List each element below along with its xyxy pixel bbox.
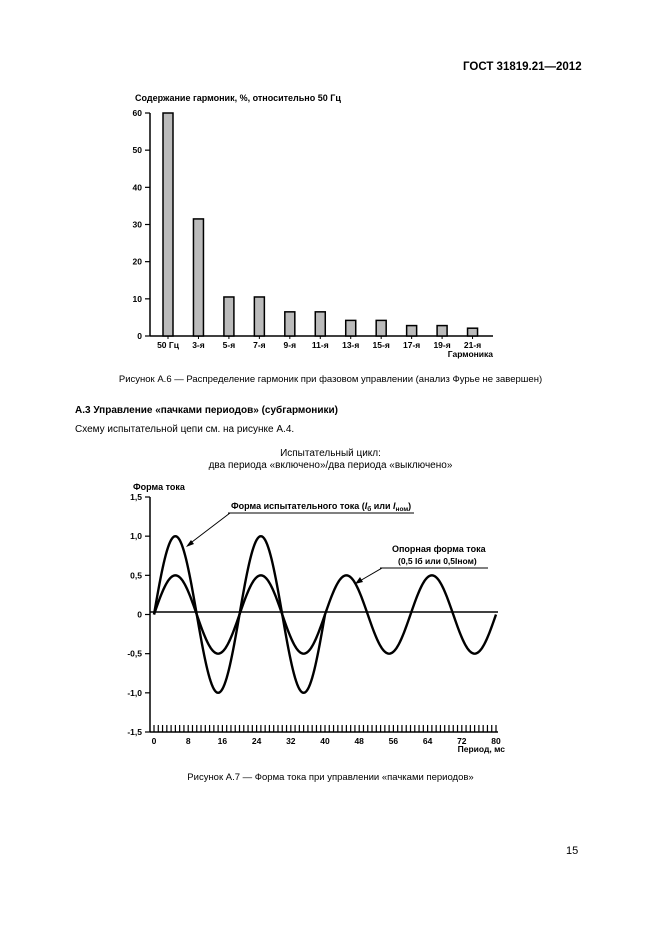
y-tick-label: 30 xyxy=(132,219,142,230)
figure-a7-caption: Рисунок А.7 — Форма тока при управлении «пачками периодов» xyxy=(187,772,474,783)
test-label-main: Форма испытательного тока ( xyxy=(231,501,365,511)
x-tick-label: 80 xyxy=(491,736,501,746)
y-tick-label: 40 xyxy=(132,182,142,193)
standard-designation: ГОСТ 31819.21—2012 xyxy=(463,61,582,73)
bar xyxy=(468,328,478,336)
bar xyxy=(163,113,173,336)
x-tick-label: 17-я xyxy=(403,340,421,350)
y-tick-label: -0,5 xyxy=(127,648,142,659)
harmonics-bar-chart xyxy=(0,0,661,370)
figure-a7-title-line1: Испытательный цикл: xyxy=(280,448,381,459)
reference-current-waveform xyxy=(154,575,496,653)
figure-a7-title-line2: два периода «включено»/два периода «выключено» xyxy=(208,460,453,471)
x-tick-label: 13-я xyxy=(342,340,360,350)
y-tick-label: 0 xyxy=(137,331,142,341)
bar xyxy=(193,219,203,336)
bar xyxy=(346,320,356,336)
test-label-i1: I xyxy=(364,501,368,511)
body-paragraph: Схему испытательной цепи см. на рисунке А.4. xyxy=(75,424,295,435)
test-label-sub2: ном xyxy=(395,506,409,513)
x-tick-label: 50 Гц xyxy=(157,340,179,350)
y-tick-label: -1,5 xyxy=(127,727,142,737)
y-tick-label: 20 xyxy=(132,256,142,267)
y-tick-label: -1,0 xyxy=(127,687,142,698)
chart-title: Форма тока xyxy=(133,482,185,492)
x-tick-label: 0 xyxy=(151,736,157,746)
y-tick-label: 50 xyxy=(132,145,142,156)
x-tick-label: 56 xyxy=(388,736,399,746)
reference-label-line1: Опорная форма тока xyxy=(392,544,486,554)
x-tick-label: 19-я xyxy=(433,340,451,350)
x-axis-label: Гармоника xyxy=(447,349,493,359)
bar xyxy=(315,312,325,336)
figure-a6-caption: Рисунок А.6 — Распределение гармоник при фазовом управлении (анализ Фурье не завершен) xyxy=(118,374,543,385)
x-tick-label: 3-я xyxy=(192,340,205,350)
y-tick-label: 60 xyxy=(132,108,142,118)
x-tick-label: 48 xyxy=(354,736,364,746)
x-tick-label: 72 xyxy=(457,736,467,746)
chart-title: Содержание гармоник, %, относительно 50 Гц xyxy=(135,93,341,103)
y-tick-label: 1,5 xyxy=(130,492,142,502)
x-tick-label: 21-я xyxy=(463,340,482,350)
x-tick-label: 5-я xyxy=(222,340,236,350)
bar xyxy=(376,320,386,336)
x-tick-label: 8 xyxy=(185,736,191,746)
bar xyxy=(285,312,295,336)
x-axis-label: Период, мс xyxy=(457,744,505,754)
section-heading: А.3 Управление «пачками периодов» (субгармоники) xyxy=(75,405,338,416)
y-tick-label: 0,5 xyxy=(130,570,142,581)
bar xyxy=(254,297,264,336)
test-label-leader xyxy=(188,513,230,545)
x-tick-label: 32 xyxy=(286,736,296,746)
test-label-mid: или xyxy=(371,501,394,511)
test-label-i2: I xyxy=(393,501,396,511)
test-current-label xyxy=(231,501,411,513)
x-tick-label: 40 xyxy=(320,736,330,746)
bar xyxy=(224,297,234,336)
page-number: 15 xyxy=(566,845,579,857)
x-tick-label: 16 xyxy=(217,736,228,746)
x-tick-label: 24 xyxy=(251,736,262,746)
x-tick-label: 7-я xyxy=(253,340,266,350)
x-tick-label: 9-я xyxy=(283,340,297,350)
y-tick-label: 1,0 xyxy=(130,531,142,542)
reference-label-line2: (0,5 Iб или 0,5Iном) xyxy=(398,556,477,566)
x-tick-label: 11-я xyxy=(311,340,329,350)
test-label-sub1: б xyxy=(367,506,372,513)
bar xyxy=(407,326,417,336)
x-tick-label: 15-я xyxy=(372,340,390,350)
bar xyxy=(437,326,447,336)
reference-label-arrow-icon xyxy=(355,577,363,584)
x-tick-label: 64 xyxy=(422,736,433,746)
current-waveform-chart xyxy=(0,470,661,770)
y-tick-label: 10 xyxy=(132,293,142,304)
y-tick-label: 0 xyxy=(137,609,142,620)
test-label-end: ) xyxy=(408,501,412,511)
